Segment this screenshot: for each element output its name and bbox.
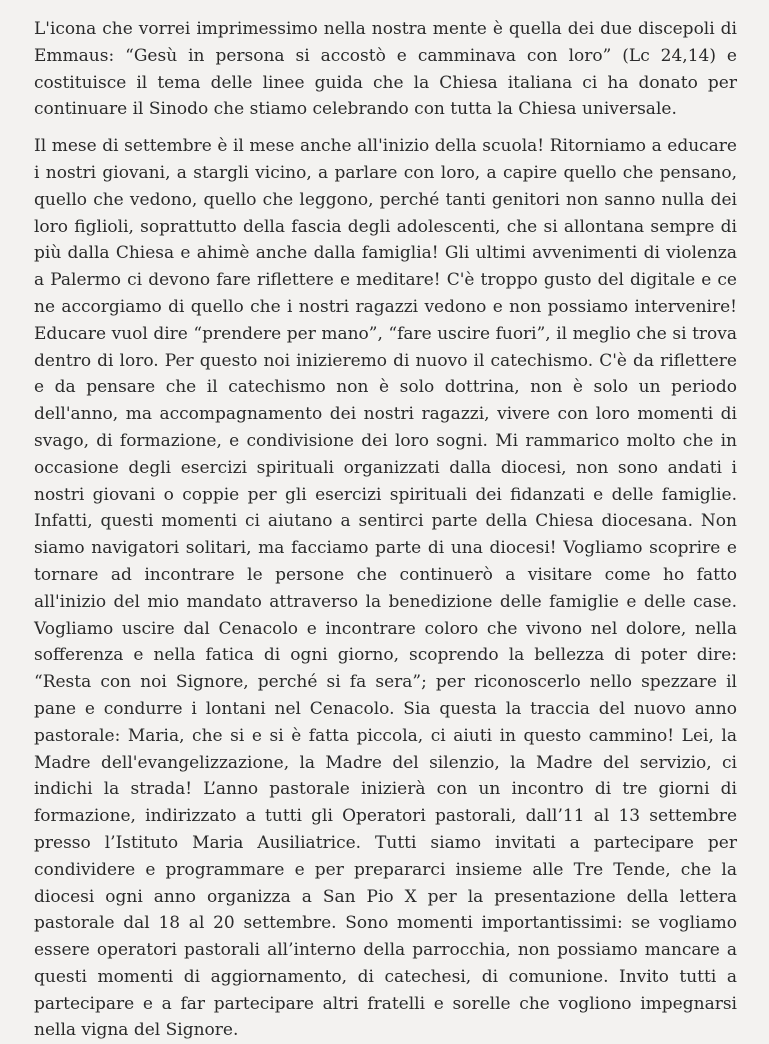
paragraph-emmaus: L'icona che vorrei imprimessimo nella nostra mente è quella dei due discepoli di Emmaus: “Gesù in persona si accostò e camminava con loro” (Lc 24,14) e costituisce il tema delle linee guida che la Chiesa italiana ci ha donato per continuare il Sinodo che stiamo celebrando con tutta la Chiesa universale.: [34, 19, 737, 120]
paragraph-september: Il mese di settembre è il mese anche all'inizio della scuola! Ritorniamo a educare i nostri giovani, a stargli vicino, a parlare con loro, a capire quello che pensano, quello che vedono, quello che leggono, perché tanti genitori non sanno nulla dei loro figlioli, soprattutto della fascia degli adolescenti, che si allontana sempre di più dalla Chiesa e ahimè anche dalla famiglia! Gli ultimi avvenimenti di violenza a Palermo ci devono fare riflettere e meditare! C'è troppo gusto del digitale e ce ne accorgiamo di quello che i nostri ragazzi vedono e non possiamo intervenire! Educare vuol dire “prendere per mano”, “fare uscire fuori”, il meglio che si trova dentro di loro. Per questo noi inizieremo di nuovo il catechismo. C'è da riflettere e da pensare che il catechismo non è solo dottrina, non è solo un periodo dell'anno, ma accompagnamento dei nostri ragazzi, vivere con loro momenti di svago, di formazione, e condivisione dei loro sogni. Mi rammarico molto che in occasione degli esercizi spirituali organizzati dalla diocesi, non sono andati i nostri giovani o coppie per gli esercizi spirituali dei fidanzati e delle famiglie. Infatti, questi momenti ci aiutano a sentirci parte della Chiesa diocesana. Non siamo navigatori solitari, ma facciamo parte di una diocesi! Vogliamo scoprire e tornare ad incontrare le persone che continuerò a visitare come ho fatto all'inizio del mio mandato attraverso la benedizione delle famiglie e delle case. Vogliamo uscire dal Cenacolo e incontrare coloro che vivono nel dolore, nella sofferenza e nella fatica di ogni giorno, scoprendo la bellezza di poter dire: “Resta con noi Signore, perché si fa sera”; per riconoscerlo nello spezzare il pane e condurre i lontani nel Cenacolo. Sia questa la traccia del nuovo anno pastorale: Maria, che si e si è fatta piccola, ci aiuti in questo cammino! Lei, la Madre dell'evangelizzazione, la Madre del silenzio, la Madre del servizio, ci indichi la strada! L’anno pastorale inizierà con un incontro di tre giorni di formazione, indirizzato a tutti gli Operatori pastorali, dall’11 al 13 settembre presso l’Istituto Maria Ausiliatrice. Tutti siamo invitati a partecipare per condividere e programmare e per prepararci insieme alle Tre Tende, che la diocesi ogni anno organizza a San Pio X per la presentazione della lettera pastorale dal 18 al 20 settembre. Sono momenti importantissimi: se vogliamo essere operatori pastorali all’interno della parrocchia, non possiamo mancare a questi momenti di aggiornamento, di catechesi, di comunione. Invito tutti a partecipare e a far partecipare altri fratelli e sorelle che vogliono impegnarsi nella vigna del Signore.: [34, 136, 737, 1041]
